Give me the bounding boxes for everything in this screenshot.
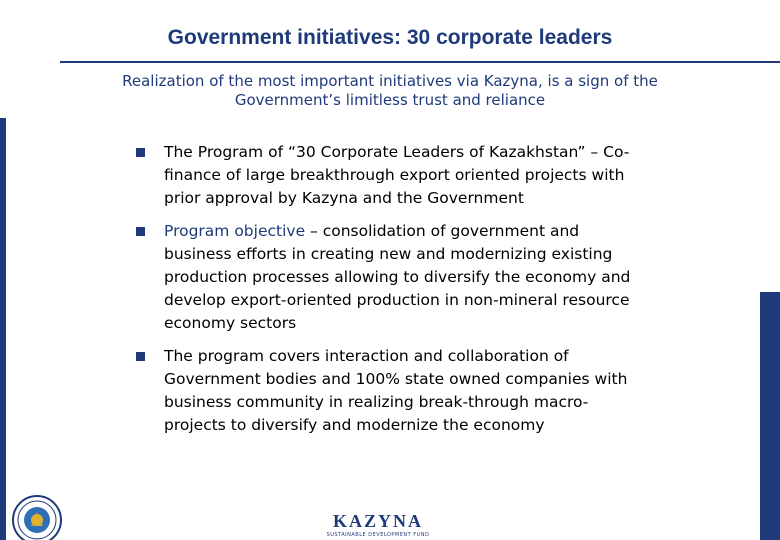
bullet-item [136, 141, 646, 210]
bullet-text: The Program of “30 Corporate Leaders of Kazakhstan” – Co-finance of large breakthrough export oriented projects with prior approval by Kazyna and the Government [164, 143, 630, 207]
brand-name: KAZYNA [332, 511, 423, 531]
square-bullet-icon [136, 227, 145, 236]
bullet-text: The program covers interaction and collaboration of Government bodies and 100% state owned companies with business community in realizing break-through macro-projects to diversify and modernize the economy [164, 347, 628, 434]
square-bullet-icon [136, 352, 145, 361]
kazyna-logo [322, 510, 434, 540]
bullet-item [136, 345, 646, 437]
square-bullet-icon [136, 148, 145, 157]
right-accent-bar [760, 292, 780, 540]
subtitle-line-2: Government’s limitless trust and reliance [234, 91, 546, 109]
left-accent-bar [0, 118, 6, 540]
bullet-text: – consolidation of government and business efforts in creating new and modernizing existing production processes allowing to diversify the economy and develop export-oriented production in non-mineral resource economy sectors [164, 222, 631, 332]
slide-subtitle [40, 72, 740, 110]
bullet-item [136, 220, 646, 335]
slide-title: Government initiatives: 30 corporate leaders [167, 26, 613, 49]
bullet-list [136, 141, 646, 447]
bullet-highlight: Program objective [164, 222, 306, 240]
title-divider [60, 61, 780, 63]
subtitle-line-1: Realization of the most important initiatives via Kazyna, is a sign of the [122, 72, 658, 90]
kazyna-emblem-icon [7, 490, 67, 540]
brand-tagline: SUSTAINABLE DEVELOPMENT FUND [326, 532, 430, 538]
